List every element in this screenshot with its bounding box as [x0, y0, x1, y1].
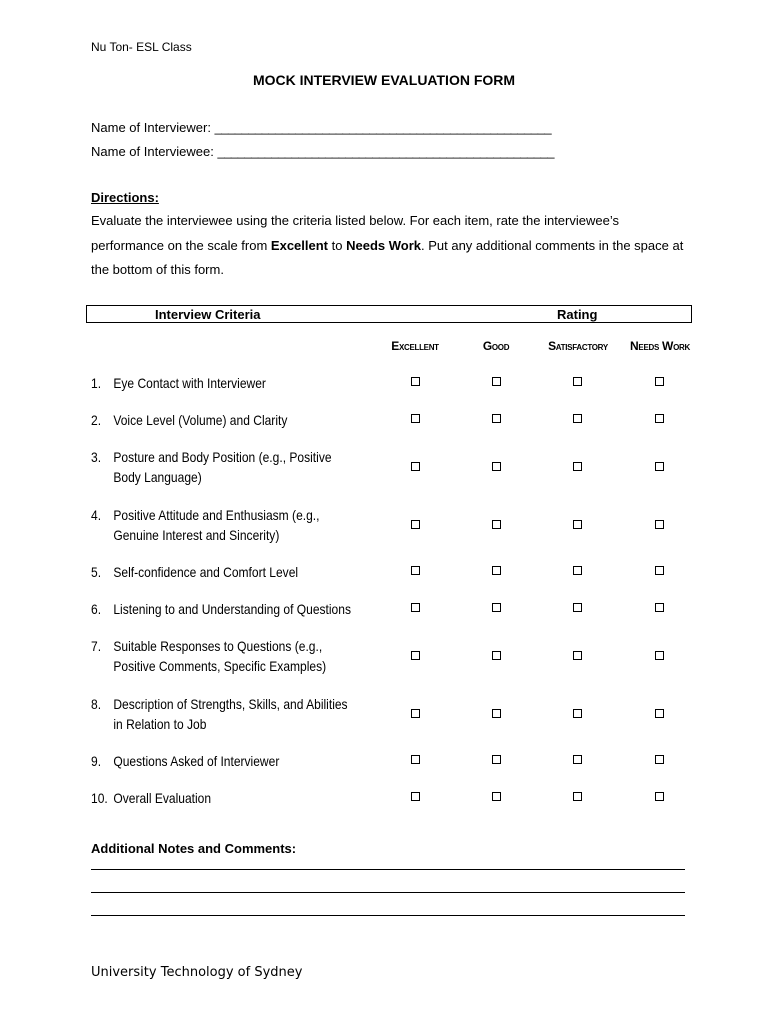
notes-line[interactable]	[91, 869, 685, 870]
checkbox-good[interactable]	[492, 755, 501, 764]
criteria-number: 10.	[91, 790, 108, 806]
criteria-item	[91, 636, 326, 676]
interviewee-blank[interactable]: __________________________________________________	[217, 144, 554, 159]
column-good: Good	[482, 339, 510, 353]
criteria-item	[91, 410, 287, 430]
checkbox-satisfactory[interactable]	[573, 377, 582, 386]
checkbox-excellent[interactable]	[411, 792, 420, 801]
criteria-item	[91, 788, 211, 808]
criteria-item	[91, 599, 351, 619]
interviewer-blank[interactable]: __________________________________________________	[214, 120, 552, 135]
checkbox-excellent[interactable]	[411, 566, 420, 575]
criteria-number: 8.	[91, 696, 102, 712]
checkbox-needs-work[interactable]	[655, 520, 664, 529]
checkbox-needs-work[interactable]	[655, 414, 664, 423]
criteria-label: Self-confidence and Comfort Level	[113, 564, 299, 580]
criteria-item	[91, 447, 332, 487]
directions-heading: Directions:	[91, 190, 159, 205]
checkbox-excellent[interactable]	[411, 520, 420, 529]
column-excellent: Excellent	[391, 339, 439, 353]
checkbox-needs-work[interactable]	[655, 566, 664, 575]
checkbox-good[interactable]	[492, 414, 501, 423]
criteria-header: Interview Criteria	[155, 307, 261, 322]
criteria-label: Overall Evaluation	[113, 790, 212, 806]
criteria-label: Voice Level (Volume) and Clarity	[113, 412, 288, 428]
criteria-label: Questions Asked of Interviewer	[113, 753, 280, 769]
form-title: MOCK INTERVIEW EVALUATION FORM	[252, 72, 516, 88]
checkbox-satisfactory[interactable]	[573, 520, 582, 529]
criteria-number: 5.	[91, 564, 102, 580]
criteria-number: 3.	[91, 449, 102, 465]
criteria-number: 9.	[91, 753, 102, 769]
checkbox-needs-work[interactable]	[655, 651, 664, 660]
checkbox-needs-work[interactable]	[655, 462, 664, 471]
checkbox-excellent[interactable]	[411, 651, 420, 660]
checkbox-needs-work[interactable]	[655, 709, 664, 718]
notes-line[interactable]	[91, 915, 685, 916]
rating-header: Rating	[557, 307, 598, 322]
directions-text: Evaluate the interviewee using the criteria listed below. For each item, rate the interviewee’s performance on the scale from Excellent to Needs Work. Put any additional comments in the space at the bottom of this form.	[91, 213, 684, 277]
criteria-label: Description of Strengths, Skills, and Abilities	[113, 696, 348, 712]
criteria-item	[91, 562, 298, 582]
checkbox-good[interactable]	[492, 709, 501, 718]
notes-heading: Additional Notes and Comments:	[91, 841, 297, 856]
criteria-number: 4.	[91, 507, 102, 523]
criteria-label: Eye Contact with Interviewer	[113, 375, 266, 391]
checkbox-good[interactable]	[492, 603, 501, 612]
criteria-number: 2.	[91, 412, 102, 428]
criteria-label-continued: Positive Comments, Specific Examples)	[113, 658, 327, 674]
criteria-label-continued: in Relation to Job	[113, 716, 207, 732]
checkbox-satisfactory[interactable]	[573, 462, 582, 471]
criteria-number: 6.	[91, 601, 102, 617]
criteria-label: Positive Attitude and Enthusiasm (e.g.,	[113, 507, 320, 523]
column-satisfactory: Satisfactory	[548, 339, 608, 353]
checkbox-good[interactable]	[492, 651, 501, 660]
criteria-item	[91, 694, 348, 734]
checkbox-satisfactory[interactable]	[573, 414, 582, 423]
interviewee-label: Name of Interviewee:	[91, 144, 214, 159]
checkbox-needs-work[interactable]	[655, 792, 664, 801]
checkbox-needs-work[interactable]	[655, 755, 664, 764]
checkbox-good[interactable]	[492, 377, 501, 386]
criteria-item	[91, 505, 320, 545]
checkbox-excellent[interactable]	[411, 603, 420, 612]
checkbox-satisfactory[interactable]	[573, 566, 582, 575]
header-note: Nu Ton- ESL Class	[91, 40, 192, 54]
checkbox-satisfactory[interactable]	[573, 651, 582, 660]
checkbox-needs-work[interactable]	[655, 603, 664, 612]
checkbox-good[interactable]	[492, 792, 501, 801]
checkbox-excellent[interactable]	[411, 709, 420, 718]
interviewer-label: Name of Interviewer:	[91, 120, 211, 135]
notes-line[interactable]	[91, 892, 685, 893]
criteria-item	[91, 751, 279, 771]
checkbox-good[interactable]	[492, 462, 501, 471]
checkbox-excellent[interactable]	[411, 414, 420, 423]
checkbox-excellent[interactable]	[411, 755, 420, 764]
checkbox-needs-work[interactable]	[655, 377, 664, 386]
criteria-label: Posture and Body Position (e.g., Positive	[113, 449, 332, 465]
footer-text: University Technology of Sydney	[91, 965, 303, 980]
criteria-label: Listening to and Understanding of Questions	[113, 601, 351, 617]
checkbox-excellent[interactable]	[411, 377, 420, 386]
checkbox-satisfactory[interactable]	[573, 603, 582, 612]
checkbox-satisfactory[interactable]	[573, 792, 582, 801]
criteria-label-continued: Genuine Interest and Sincerity)	[113, 527, 280, 543]
checkbox-good[interactable]	[492, 566, 501, 575]
interviewer-field[interactable]	[91, 120, 551, 135]
checkbox-satisfactory[interactable]	[573, 709, 582, 718]
criteria-label: Suitable Responses to Questions (e.g.,	[113, 638, 323, 654]
criteria-label-continued: Body Language)	[113, 469, 202, 485]
criteria-number: 1.	[91, 375, 102, 391]
checkbox-satisfactory[interactable]	[573, 755, 582, 764]
criteria-item	[91, 373, 266, 393]
checkbox-good[interactable]	[492, 520, 501, 529]
checkbox-excellent[interactable]	[411, 462, 420, 471]
column-needs-work: Needs Work	[630, 339, 690, 353]
criteria-number: 7.	[91, 638, 102, 654]
interviewee-field[interactable]	[91, 144, 554, 159]
